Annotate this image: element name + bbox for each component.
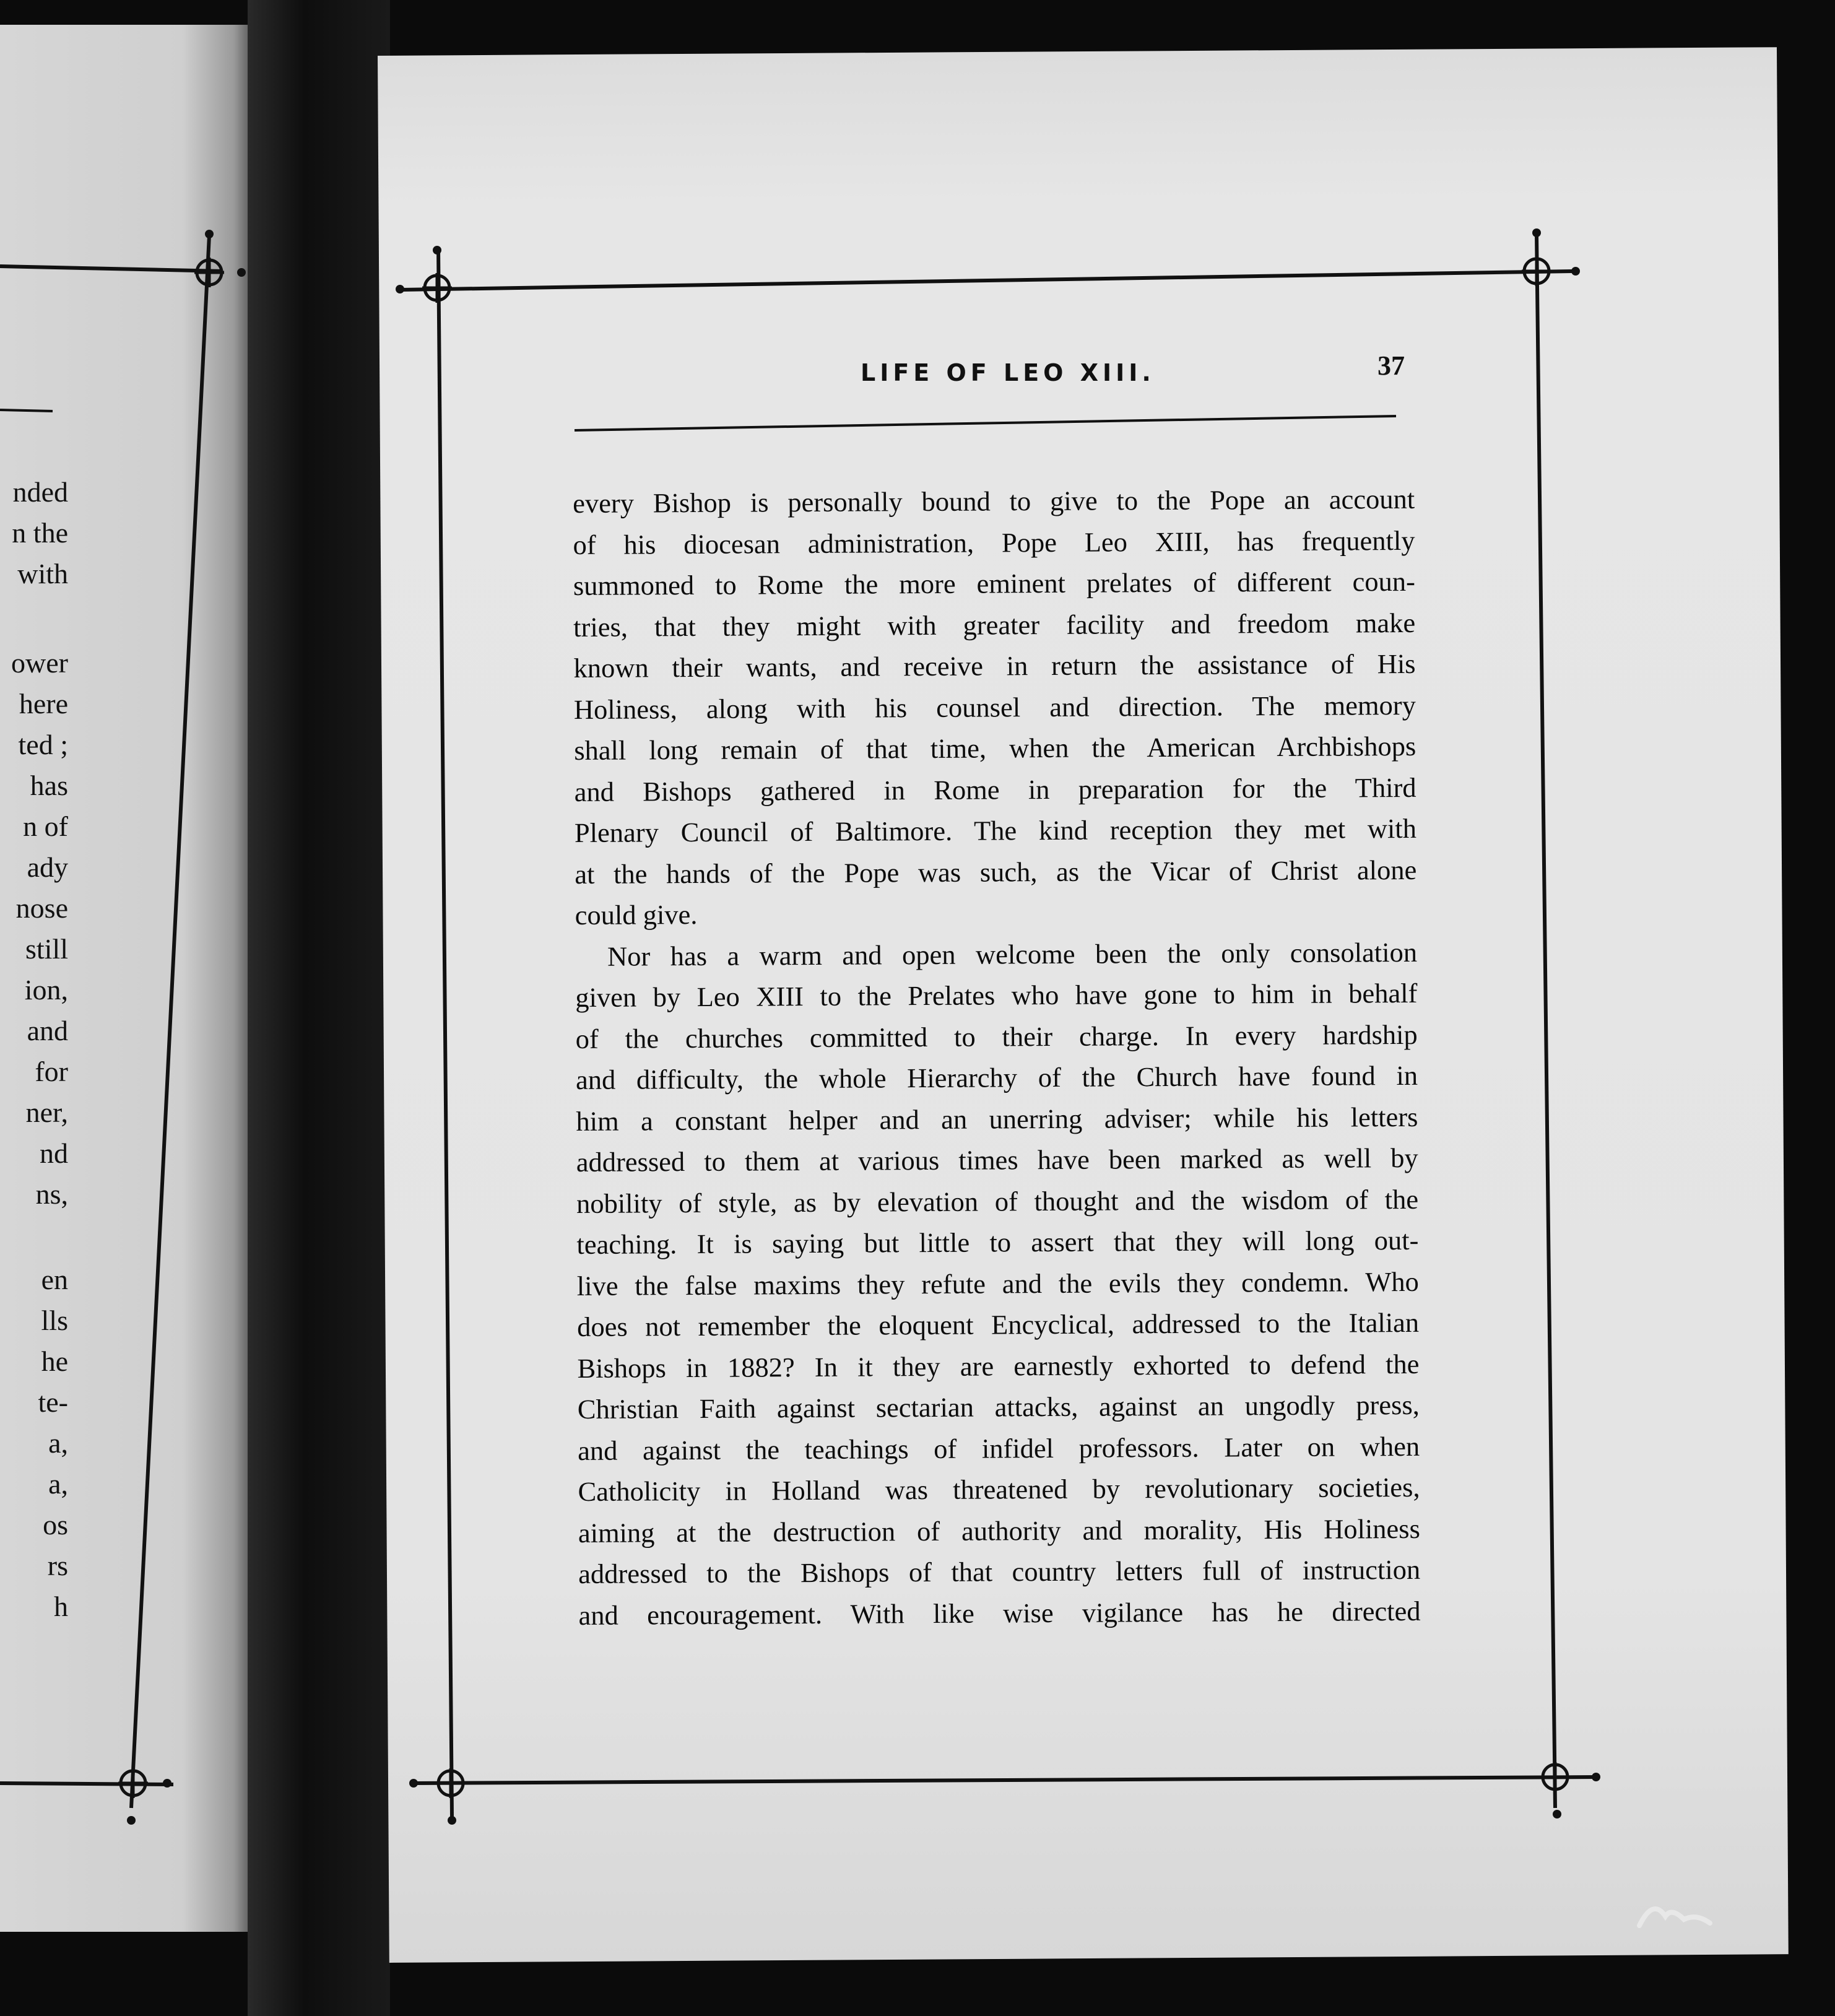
left-fragment: h	[54, 1591, 68, 1622]
text-line: and difficulty, the whole Hierarchy of the Church have found in	[575, 1059, 1418, 1095]
text-line: and against the teachings of infidel professors. Later on when	[578, 1430, 1420, 1466]
text-line: addressed to them at various times have been marked as well by	[576, 1142, 1418, 1178]
page-number: 37	[1377, 350, 1405, 381]
frame-bottom-rule	[414, 1777, 1597, 1783]
text-line: tries, that they might with greater facility and freedom make	[573, 607, 1416, 643]
text-line: Nor has a warm and open welcome been the only consolation	[607, 936, 1418, 972]
text-line: given by Leo XIII to the Prelates who have gone to him in behalf	[575, 977, 1418, 1013]
text-line: does not remember the eloquent Encyclical, addressed to the Italian	[577, 1306, 1420, 1342]
left-fragment: nded	[12, 476, 68, 508]
left-fragment: ns,	[35, 1178, 68, 1210]
left-fragment: a,	[48, 1427, 68, 1459]
text-line: nobility of style, as by elevation of thought and the wisdom of the	[576, 1183, 1419, 1219]
library-mark-icon	[1634, 1895, 1715, 1932]
text-line: shall long remain of that time, when the American Archbishops	[574, 730, 1416, 766]
text-line: and Bishops gathered in Rome in preparation for the Third	[574, 771, 1416, 807]
running-head: LIFE OF LEO XIII.	[861, 359, 1155, 386]
text-line: live the false maxims they refute and the evils they condemn. Who	[576, 1266, 1419, 1301]
header-rule	[575, 416, 1396, 430]
left-fragment: os	[43, 1509, 68, 1540]
text-line: of the churches committed to their charge. In every hardship	[575, 1019, 1418, 1054]
text-line: could give.	[575, 898, 698, 931]
left-fragment: nose	[15, 892, 68, 924]
text-line: Plenary Council of Baltimore. The kind reception they met with	[574, 812, 1417, 848]
body-text	[573, 479, 1421, 1636]
left-fragment: ner,	[25, 1097, 68, 1128]
text-line: aiming at the destruction of authority and morality, His Holiness	[578, 1513, 1420, 1549]
text-line: Christian Faith against sectarian attacks, against an ungodly press,	[577, 1389, 1420, 1425]
text-line: and encouragement. With like wise vigilance has he directed	[578, 1595, 1421, 1631]
frame-top-rule	[401, 271, 1573, 290]
left-fragment: n of	[23, 810, 68, 842]
frame-left-rule	[438, 248, 452, 1817]
frame-right-rule	[1537, 234, 1555, 1808]
text-line: teaching. It is saying but little to assert that they will long out-	[576, 1224, 1419, 1260]
left-fragment: has	[30, 770, 68, 801]
text-line: at the hands of the Pope was such, as the Vicar of Christ alone	[575, 854, 1417, 890]
left-fragment: nd	[40, 1137, 68, 1169]
left-fragment: ady	[27, 851, 68, 883]
text-line: addressed to the Bishops of that country letters full of instruction	[578, 1553, 1421, 1589]
left-fragment: en	[41, 1264, 68, 1295]
text-line: Bishops in 1882? In it they are earnestly exhorted to defend the	[577, 1348, 1420, 1384]
left-fragment: lls	[41, 1305, 68, 1336]
left-frame-top-rule	[0, 266, 223, 271]
left-fragment: n the	[12, 517, 68, 549]
text-line: Catholicity in Holland was threatened by revolutionary societies,	[578, 1471, 1420, 1507]
left-fragment: for	[35, 1056, 68, 1087]
left-page-head-rule	[0, 410, 53, 411]
text-line: every Bishop is personally bound to give to the Pope an account	[573, 483, 1415, 519]
text-line: of his diocesan administration, Pope Leo XIII, has frequently	[573, 524, 1415, 560]
left-fragment: here	[19, 688, 68, 719]
left-fragment: ion,	[24, 974, 68, 1006]
left-fragment: a,	[48, 1468, 68, 1500]
left-fragment: ted ;	[18, 729, 68, 760]
text-line: summoned to Rome the more eminent prelates of different coun-	[573, 565, 1415, 601]
left-fragment: with	[17, 558, 68, 589]
left-fragment: he	[41, 1345, 68, 1377]
left-frame-right-rule	[131, 235, 209, 1808]
text-line: Holiness, along with his counsel and direction. The memory	[573, 689, 1416, 725]
left-fragment: te-	[38, 1386, 68, 1418]
text-line: known their wants, and receive in return the assistance of His	[573, 648, 1416, 684]
left-fragment: still	[25, 933, 68, 965]
left-fragment: and	[27, 1015, 68, 1046]
left-fragment: rs	[47, 1550, 68, 1581]
left-fragment: ower	[11, 647, 68, 679]
text-line: him a constant helper and an unerring adviser; while his letters	[576, 1101, 1418, 1137]
